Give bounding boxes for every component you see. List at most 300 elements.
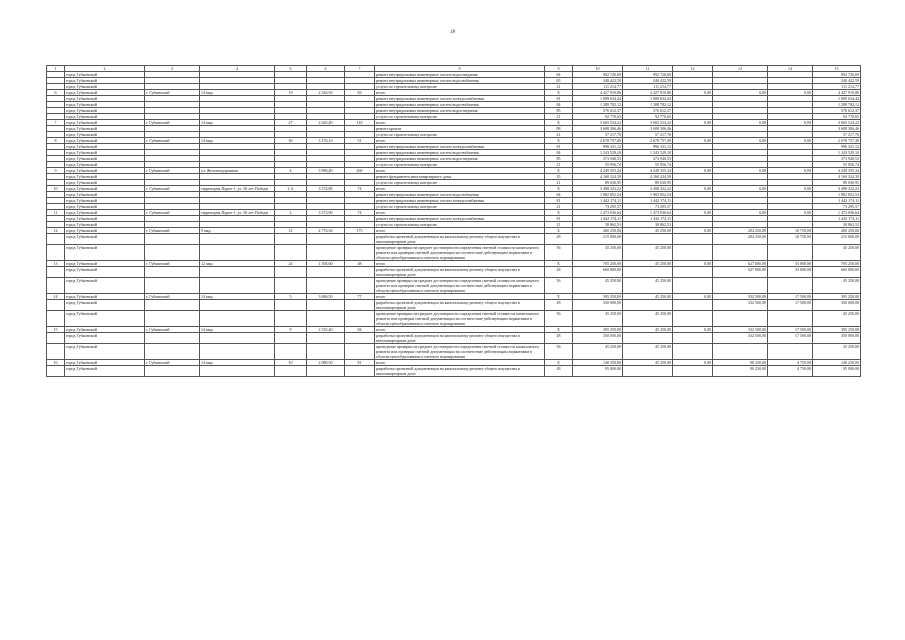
table-cell: 95 000,00 — [813, 366, 861, 377]
table-cell: город Губкинский — [65, 311, 145, 327]
table-cell — [673, 333, 713, 344]
table-cell: 1 394,60 — [307, 261, 345, 267]
table-cell: 17 500,00 — [768, 327, 813, 333]
table-cell: 45 250,00 — [573, 311, 623, 327]
table-cell: 4 427 910,86 — [813, 90, 861, 96]
table-cell — [200, 278, 275, 294]
table-cell: 0,00 — [673, 120, 713, 126]
table-cell: 627 000,00 — [713, 261, 768, 267]
table-cell: 576 612,37 — [573, 108, 623, 114]
capital-repair-table — [46, 65, 860, 377]
table-cell: 240 422,59 — [573, 78, 623, 84]
table-cell: 0,00 — [713, 120, 768, 126]
table-cell: г. Губкинский — [145, 138, 200, 144]
table-cell: 3 574,80 — [307, 186, 345, 192]
table-cell: г. Губкинский — [145, 327, 200, 333]
table-cell: 57 217,76 — [813, 132, 861, 138]
table-cell: 57 217,76 — [573, 132, 623, 138]
column-number-cell: 5 — [275, 66, 307, 72]
table-cell — [145, 311, 200, 327]
table-cell: 395 250,00 — [573, 327, 623, 333]
table-cell: 6 — [47, 90, 65, 96]
table-cell: 45 250,00 — [573, 344, 623, 360]
column-number-cell: 12 — [673, 66, 713, 72]
table-cell — [145, 234, 200, 245]
table-cell — [307, 300, 345, 311]
table-cell: ремонт внутридомовых инженерных систем электроснабжения — [375, 96, 545, 102]
table-cell — [673, 300, 713, 311]
table-cell: 1 982 852,54 — [623, 192, 673, 198]
table-cell: 10 750,00 — [768, 234, 813, 245]
table-cell: 14 мкр. — [200, 360, 275, 366]
table-cell: 12 — [47, 228, 65, 234]
table-cell: 17 500,00 — [768, 300, 813, 311]
table-cell — [623, 300, 673, 311]
table-cell: 19 — [275, 90, 307, 96]
table-cell: 215 000,00 — [573, 234, 623, 245]
table-cell — [145, 333, 200, 344]
column-number-cell: 10 — [573, 66, 623, 72]
table-cell — [275, 278, 307, 294]
table-row — [47, 234, 861, 245]
table-cell: ремонт внутридомовых инженерных систем водоснабжения — [375, 78, 545, 84]
table-cell: г. Губкинский — [145, 186, 200, 192]
table-cell: ремонт фундамента многоквартирного дома — [375, 174, 545, 180]
table-cell — [623, 267, 673, 278]
table-cell: итого — [375, 261, 545, 267]
table-cell: город Губкинский — [65, 162, 145, 168]
table-cell — [307, 267, 345, 278]
column-number-cell: 2 — [65, 66, 145, 72]
table-cell: г. Губкинский — [145, 261, 200, 267]
table-cell: 0,00 — [673, 360, 713, 366]
table-cell: ремонт внутридомовых инженерных систем водоотведения — [375, 156, 545, 162]
table-cell: услуги по строительному контролю — [375, 114, 545, 120]
table-cell: 28 — [545, 300, 573, 311]
table-cell: город Губкинский — [65, 198, 145, 204]
table-cell: 4 776,30 — [307, 228, 345, 234]
table-cell: 14 мкр. — [200, 90, 275, 96]
table-cell: 85 — [545, 156, 573, 162]
table-cell: 33 000,00 — [768, 267, 813, 278]
table-cell — [47, 245, 65, 261]
table-cell: 0,00 — [768, 138, 813, 144]
table-cell: 5 — [275, 294, 307, 300]
table-cell — [47, 234, 65, 245]
table-cell: 204 250,00 — [713, 234, 768, 245]
table-cell — [200, 311, 275, 327]
table-cell — [145, 300, 200, 311]
table-cell: 0,00 — [768, 90, 813, 96]
table-cell — [345, 344, 375, 360]
table-cell: 2 678 757,49 — [623, 138, 673, 144]
table-cell — [145, 278, 200, 294]
table-cell: ремонт внутридомовых инженерных систем электроснабжения — [375, 198, 545, 204]
table-cell: город Губкинский — [65, 156, 145, 162]
table-cell: 21 — [545, 84, 573, 90]
table-cell: 4 750,00 — [768, 360, 813, 366]
table-cell: 260 250,00 — [813, 228, 861, 234]
table-cell: X — [545, 168, 573, 174]
table-cell: город Губкинский — [65, 327, 145, 333]
table-cell: 3 573,90 — [307, 210, 345, 216]
table-cell: 111 214,77 — [623, 84, 673, 90]
table-cell: 45 250,00 — [623, 294, 673, 300]
table-cell: 992 726,69 — [573, 72, 623, 78]
table-cell: 21 — [545, 204, 573, 210]
table-cell: итого — [375, 228, 545, 234]
table-cell: 14 мкр. — [200, 294, 275, 300]
table-cell: X — [545, 210, 573, 216]
table-row — [47, 245, 861, 261]
table-cell — [768, 278, 813, 294]
table-cell — [307, 245, 345, 261]
table-cell — [713, 311, 768, 327]
table-cell: 3 665 524,22 — [573, 120, 623, 126]
table-cell: город Губкинский — [65, 216, 145, 222]
table-cell — [345, 245, 375, 261]
table-cell: город Губкинский — [65, 360, 145, 366]
table-cell: 373 940,53 — [623, 156, 673, 162]
column-number-cell: 6 — [307, 66, 345, 72]
table-cell: 27 — [275, 120, 307, 126]
table-cell: 3 686,50 — [307, 294, 345, 300]
table-cell: 0,00 — [713, 138, 768, 144]
table-cell: 1 243 529,10 — [813, 150, 861, 156]
table-cell: 140 250,00 — [573, 360, 623, 366]
table-cell: г. Губкинский — [145, 120, 200, 126]
table-cell: 14 мкр. — [200, 327, 275, 333]
table-cell: 12 мкр. — [200, 261, 275, 267]
table-cell: 90 250,00 — [713, 360, 768, 366]
table-row — [47, 300, 861, 311]
table-cell — [307, 234, 345, 245]
table-cell: услуги по строительному контролю — [375, 132, 545, 138]
table-cell: ремонт внутридомовых инженерных систем электроснабжения — [375, 216, 545, 222]
table-cell: 30 862,53 — [573, 222, 623, 228]
table-cell — [623, 366, 673, 377]
table-cell: 4 249 355,34 — [623, 168, 673, 174]
table-cell: 4 249 355,34 — [573, 168, 623, 174]
table-cell: 0,00 — [673, 294, 713, 300]
table-cell: X — [545, 294, 573, 300]
table-cell: разработка проектной документации на капитальному ремонту общего имущества в многоквартирном доме — [375, 366, 545, 377]
table-cell — [200, 366, 275, 377]
table-cell: 0,00 — [768, 168, 813, 174]
table-cell — [673, 311, 713, 327]
table-cell: 996 331,12 — [573, 144, 623, 150]
table-cell: 73 295,57 — [813, 204, 861, 210]
table-cell: 0,00 — [673, 261, 713, 267]
table-cell: 576 612,37 — [813, 108, 861, 114]
table-cell: город Губкинский — [65, 278, 145, 294]
table-cell: 33 000,00 — [768, 261, 813, 267]
table-cell: 84 — [345, 327, 375, 333]
table-cell — [275, 366, 307, 377]
table-cell — [47, 311, 65, 327]
table-cell: 3 665 524,22 — [623, 120, 673, 126]
table-cell: 21 — [545, 180, 573, 186]
table-cell: итого — [375, 138, 545, 144]
table-cell: 260 250,00 — [573, 228, 623, 234]
table-cell — [307, 278, 345, 294]
table-cell: 81 — [545, 144, 573, 150]
column-number-cell: 11 — [623, 66, 673, 72]
table-cell: 1 473 036,64 — [813, 210, 861, 216]
table-cell: 350 000,00 — [573, 300, 623, 311]
table-cell — [275, 300, 307, 311]
table-cell: 0,00 — [673, 228, 713, 234]
table-cell: 9 — [47, 168, 65, 174]
table-cell — [345, 311, 375, 327]
table-cell — [673, 245, 713, 261]
table-cell: 95 000,00 — [573, 366, 623, 377]
table-cell: 30 — [275, 138, 307, 144]
table-cell: 56 — [545, 311, 573, 327]
table-cell: 576 612,37 — [623, 108, 673, 114]
table-cell — [768, 344, 813, 360]
table-cell: 0,00 — [768, 120, 813, 126]
table-cell — [713, 344, 768, 360]
table-cell: город Губкинский — [65, 294, 145, 300]
table-cell: 4 160 324,39 — [573, 174, 623, 180]
table-cell: ремонт внутридомовых инженерных систем водоотведения — [375, 72, 545, 78]
table-cell: город Губкинский — [65, 222, 145, 228]
table-cell: 0,00 — [673, 327, 713, 333]
table-cell: X — [545, 186, 573, 192]
table-cell: 2 326,50 — [307, 90, 345, 96]
table-cell — [275, 267, 307, 278]
table-cell: 88 — [545, 126, 573, 132]
table-cell: 373 940,53 — [813, 156, 861, 162]
table-cell: услуги по строительному контролю — [375, 204, 545, 210]
table-row — [47, 333, 861, 344]
table-cell: город Губкинский — [65, 84, 145, 90]
table-cell: 1 288 782,12 — [623, 102, 673, 108]
table-cell: 395 250,00 — [813, 294, 861, 300]
table-cell: 81 — [545, 198, 573, 204]
table-cell: город Губкинский — [65, 333, 145, 344]
table-cell: 81 — [345, 360, 375, 366]
table-cell: 1 442 174,11 — [623, 216, 673, 222]
table-cell: 2 А — [275, 186, 307, 192]
table-cell: 2 080,50 — [307, 360, 345, 366]
table-cell: 627 000,00 — [713, 267, 768, 278]
table-cell — [673, 267, 713, 278]
table-cell: 35 — [545, 174, 573, 180]
table-cell: г. Губкинский — [145, 294, 200, 300]
table-cell: 111 214,77 — [573, 84, 623, 90]
column-number-cell: 15 — [813, 66, 861, 72]
table-cell — [623, 234, 673, 245]
table-row — [47, 267, 861, 278]
table-cell: 28 — [545, 234, 573, 245]
table-row — [47, 311, 861, 327]
table-cell: 45 250,00 — [623, 228, 673, 234]
table-cell: город Губкинский — [65, 120, 145, 126]
table-cell: X — [545, 261, 573, 267]
table-cell: 45 250,00 — [813, 311, 861, 327]
table-cell: разработка проектной документации на капитальному ремонту общего имущества в многоквартирном доме — [375, 300, 545, 311]
table-cell: 5 996,40 — [307, 168, 345, 174]
table-cell: 45 250,00 — [813, 245, 861, 261]
table-cell — [275, 344, 307, 360]
table-cell: город Губкинский — [65, 174, 145, 180]
table-cell: 1 442 174,11 — [623, 198, 673, 204]
table-cell: 9 мкр. — [200, 228, 275, 234]
table-cell — [145, 245, 200, 261]
table-cell: 175 — [345, 228, 375, 234]
table-cell — [768, 245, 813, 261]
table-cell: ремонт внутридомовых инженерных систем электроснабжения — [375, 144, 545, 150]
table-cell: город Губкинский — [65, 245, 145, 261]
table-cell: 45 250,00 — [813, 344, 861, 360]
table-cell — [307, 366, 345, 377]
table-cell — [345, 300, 375, 311]
table-cell: итого — [375, 186, 545, 192]
table-cell: 84 — [545, 192, 573, 198]
table-cell — [275, 311, 307, 327]
column-number-cell: 4 — [200, 66, 275, 72]
table-cell: город Губкинский — [65, 72, 145, 78]
table-cell — [713, 245, 768, 261]
table-cell: город Губкинский — [65, 126, 145, 132]
table-cell: 373 940,53 — [573, 156, 623, 162]
table-cell: 143 — [345, 120, 375, 126]
table-cell: 21 — [545, 114, 573, 120]
table-cell: город Губкинский — [65, 78, 145, 84]
table-cell: услуги по строительному контролю — [375, 222, 545, 228]
table-cell: проведение проверки на предмет достоверности определения сметной стоимости капитального ремонта или проверки сметной документации на соответствие действующим нормативам в области ценообразования и сметного нормирования — [375, 344, 545, 360]
table-cell: 996 331,12 — [623, 144, 673, 150]
table-cell: 2 — [275, 210, 307, 216]
table-cell: 85 — [545, 108, 573, 114]
table-cell: 204 250,00 — [713, 228, 768, 234]
table-cell: город Губкинский — [65, 192, 145, 198]
table-cell: 92 770,65 — [623, 114, 673, 120]
table-cell: 45 250,00 — [623, 261, 673, 267]
column-number-cell: 3 — [145, 66, 200, 72]
table-cell: 9 — [275, 327, 307, 333]
table-cell — [200, 234, 275, 245]
table-cell — [673, 366, 713, 377]
table-cell — [345, 267, 375, 278]
table-cell: ремонт внутридомовых инженерных систем водоснабжения — [375, 150, 545, 156]
table-cell: 1 288 782,12 — [813, 102, 861, 108]
table-cell: 30 862,53 — [623, 222, 673, 228]
table-cell: г. Губкинский — [145, 210, 200, 216]
table-cell — [307, 344, 345, 360]
table-cell: 92 770,65 — [813, 114, 861, 120]
column-number-cell: 14 — [768, 66, 813, 72]
table-cell: 2 678 757,49 — [813, 138, 861, 144]
table-cell: 92 770,65 — [573, 114, 623, 120]
table-cell: город Губкинский — [65, 96, 145, 102]
table-cell: город Губкинский — [65, 344, 145, 360]
table-cell: город Губкинский — [65, 180, 145, 186]
table-cell: 332 500,00 — [713, 300, 768, 311]
table-cell: 2 645,40 — [307, 120, 345, 126]
table-cell: 55 956,74 — [573, 162, 623, 168]
table-cell: 83 — [345, 90, 375, 96]
table-cell: 84 — [545, 72, 573, 78]
table-cell: 14 мкр. — [200, 138, 275, 144]
table-cell — [145, 344, 200, 360]
table-cell: 48 — [345, 261, 375, 267]
table-cell: X — [545, 90, 573, 96]
table-cell: 24 — [275, 261, 307, 267]
table-cell: 395 250,00 — [573, 294, 623, 300]
table-cell: ремонт внутридомовых инженерных систем водоотведения — [375, 108, 545, 114]
table-cell: 0,00 — [673, 138, 713, 144]
table-cell — [713, 278, 768, 294]
table-cell: город Губкинский — [65, 150, 145, 156]
table-cell: 1 442 174,11 — [573, 198, 623, 204]
table-cell: 17 500,00 — [768, 294, 813, 300]
table-cell: 705 250,00 — [813, 261, 861, 267]
table-cell — [673, 344, 713, 360]
table-cell: 45 250,00 — [573, 245, 623, 261]
table-cell: 57 217,76 — [623, 132, 673, 138]
table-cell: 3 498 322,22 — [813, 186, 861, 192]
table-cell: ремонт кровли — [375, 126, 545, 132]
table-cell: 45 250,00 — [623, 311, 673, 327]
table-cell: 28 — [545, 366, 573, 377]
table-cell — [47, 344, 65, 360]
table-cell: ремонт внутридомовых инженерных систем водоснабжения — [375, 192, 545, 198]
table-cell: 10 750,00 — [768, 228, 813, 234]
table-cell: итого — [375, 360, 545, 366]
column-number-cell: 8 — [375, 66, 545, 72]
table-cell: 395 250,00 — [813, 327, 861, 333]
table-cell: 30 862,53 — [813, 222, 861, 228]
table-cell: территория Пурпе-1, ул. 50 лет Победы — [200, 210, 275, 216]
table-cell: 51 — [345, 138, 375, 144]
table-cell: город Губкинский — [65, 144, 145, 150]
table-cell: 81 — [545, 96, 573, 102]
table-cell: разработка проектной документации на капитальному ремонту общего имущества в многоквартирном доме — [375, 333, 545, 344]
table-cell: 8 — [47, 138, 65, 144]
table-cell: 81 — [545, 216, 573, 222]
table-cell: услуги по строительному контролю — [375, 84, 545, 90]
table-cell: 28 — [545, 333, 573, 344]
table-cell: город Губкинский — [65, 261, 145, 267]
table-cell: 140 250,00 — [813, 360, 861, 366]
table-cell — [200, 333, 275, 344]
table-cell: 4 — [275, 168, 307, 174]
table-cell: город Губкинский — [65, 138, 145, 144]
table-cell: 4 427 910,86 — [573, 90, 623, 96]
table-cell: город Губкинский — [65, 102, 145, 108]
table-cell: 1 442 174,11 — [573, 216, 623, 222]
table-cell: 1 809 634,44 — [623, 96, 673, 102]
table-cell: 1 442 174,11 — [813, 216, 861, 222]
table-row — [47, 278, 861, 294]
table-cell: 11 — [47, 210, 65, 216]
table-cell: город Губкинский — [65, 168, 145, 174]
table-cell: 2 678 757,49 — [573, 138, 623, 144]
table-cell — [623, 333, 673, 344]
table-cell — [47, 267, 65, 278]
table-cell: 73 295,57 — [623, 204, 673, 210]
table-cell: 4 249 355,34 — [813, 168, 861, 174]
table-cell: город Губкинский — [65, 300, 145, 311]
table-cell: 89 030,95 — [623, 180, 673, 186]
table-cell: 1 243 529,10 — [623, 150, 673, 156]
table-cell: 3 608 306,46 — [623, 126, 673, 132]
table-cell: город Губкинский — [65, 228, 145, 234]
table-cell: город Губкинский — [65, 186, 145, 192]
